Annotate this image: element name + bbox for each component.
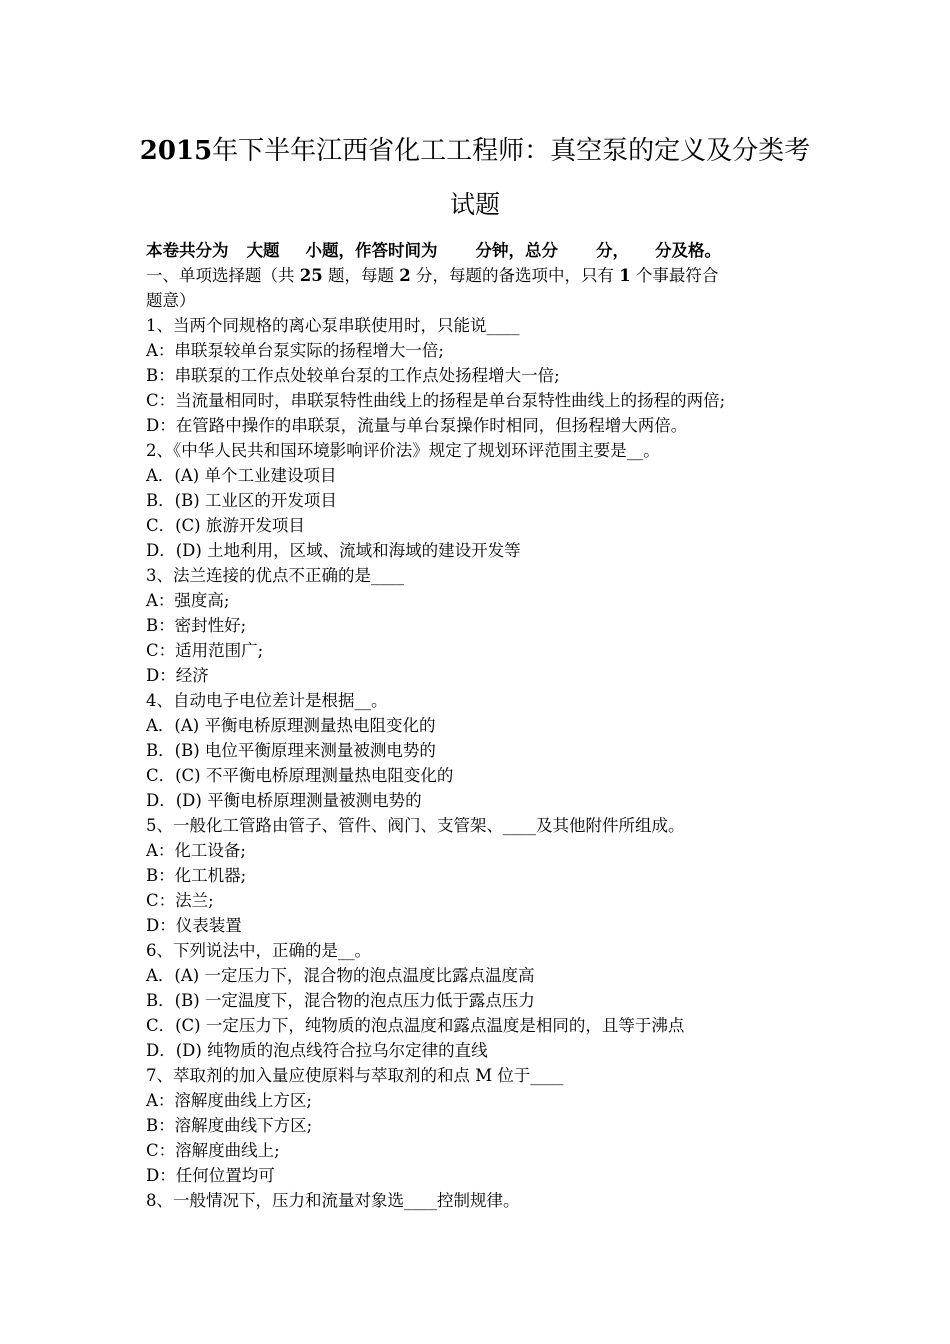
text-line: D．(D) 纯物质的泡点线符合拉乌尔定律的直线 bbox=[146, 1041, 488, 1060]
document-body bbox=[146, 238, 816, 1213]
text-line: 8、一般情况下，压力和流量对象选____控制规律。 bbox=[146, 1191, 520, 1210]
text-line: B：溶解度曲线下方区; bbox=[146, 1116, 313, 1135]
text-line: A．(A) 单个工业建设项目 bbox=[146, 466, 337, 485]
text-line: D．(D) 土地利用，区域、流域和海域的建设开发等 bbox=[146, 541, 521, 560]
text-line: 4、自动电子电位差计是根据__。 bbox=[146, 691, 388, 710]
text-line: B：化工机器; bbox=[146, 866, 247, 885]
text-line: B：密封性好; bbox=[146, 616, 247, 635]
question-points: 2 bbox=[399, 266, 411, 285]
summary-part: 分钟，总分 bbox=[475, 241, 558, 260]
text-line: A：化工设备; bbox=[146, 841, 246, 860]
text-line: C：溶解度曲线上; bbox=[146, 1141, 280, 1160]
text-line: C．(C) 不平衡电桥原理测量热电阻变化的 bbox=[146, 766, 454, 785]
text-line: A：串联泵较单台泵实际的扬程增大一倍; bbox=[146, 341, 444, 360]
text-line: A：溶解度曲线上方区; bbox=[146, 1091, 312, 1110]
text-line: C．(C) 旅游开发项目 bbox=[146, 516, 305, 535]
section-text: 题，每题 bbox=[322, 266, 400, 285]
document-title-line-2: 试题 bbox=[449, 190, 500, 219]
title-text: 年下半年江西省化工工程师：真空泵的定义及分类考 bbox=[212, 136, 811, 166]
section-heading-cont: 题意） bbox=[146, 291, 196, 310]
text-line: 7、萃取剂的加入量应使原料与萃取剂的和点 M 位于____ bbox=[146, 1066, 564, 1085]
text-line: D：任何位置均可 bbox=[146, 1166, 275, 1185]
section-text: 个事最符合 bbox=[630, 266, 719, 285]
text-line: D：仪表装置 bbox=[146, 916, 242, 935]
section-text: 分，每题的备选项中，只有 bbox=[410, 266, 620, 285]
text-line: B．(B) 电位平衡原理来测量被测电势的 bbox=[146, 741, 436, 760]
document-title-line-1 bbox=[100, 134, 850, 168]
text-line: 2、《中华人民共和国环境影响评价法》规定了规划环评范围主要是__。 bbox=[146, 441, 660, 460]
text-line: 3、法兰连接的优点不正确的是____ bbox=[146, 566, 404, 585]
summary-part: 分， bbox=[596, 241, 629, 260]
text-line: 6、下列说法中，正确的是__。 bbox=[146, 941, 371, 960]
exam-summary bbox=[146, 238, 816, 263]
text-line: D：在管路中操作的串联泵，流量与单台泵操作时相同，但扬程增大两倍。 bbox=[146, 416, 688, 435]
text-line: A．(A) 平衡电桥原理测量热电阻变化的 bbox=[146, 716, 436, 735]
summary-part: 本卷共分为 bbox=[146, 241, 229, 260]
text-line: 1、当两个同规格的离心泵串联使用时，只能说____ bbox=[146, 316, 520, 335]
text-line: B．(B) 工业区的开发项目 bbox=[146, 491, 337, 510]
summary-part: 大题 bbox=[246, 241, 280, 260]
text-line: C．(C) 一定压力下，纯物质的泡点温度和露点温度是相同的，且等于沸点 bbox=[146, 1016, 685, 1035]
section-text: 一、单项选择题（共 bbox=[146, 266, 300, 285]
title-year: 2015 bbox=[139, 136, 213, 166]
answer-count: 1 bbox=[619, 266, 631, 285]
section-heading bbox=[146, 263, 816, 288]
text-line: D．(D) 平衡电桥原理测量被测电势的 bbox=[146, 791, 422, 810]
summary-part: 分及格。 bbox=[655, 241, 721, 260]
text-line: A：强度高; bbox=[146, 591, 230, 610]
text-line: A．(A) 一定压力下，混合物的泡点温度比露点温度高 bbox=[146, 966, 535, 985]
summary-part: 小题，作答时间为 bbox=[305, 241, 438, 260]
text-line: C：法兰; bbox=[146, 891, 214, 910]
text-line: 5、一般化工管路由管子、管件、阀门、支管架、____及其他附件所组成。 bbox=[146, 816, 685, 835]
text-line: B．(B) 一定温度下，混合物的泡点压力低于露点压力 bbox=[146, 991, 535, 1010]
text-line: C：适用范围广; bbox=[146, 641, 264, 660]
question-count: 25 bbox=[299, 266, 323, 285]
text-line: B：串联泵的工作点处较单台泵的工作点处扬程增大一倍; bbox=[146, 366, 560, 385]
text-line: C：当流量相同时，串联泵特性曲线上的扬程是单台泵特性曲线上的扬程的两倍; bbox=[146, 391, 726, 410]
text-line: D：经济 bbox=[146, 666, 209, 685]
